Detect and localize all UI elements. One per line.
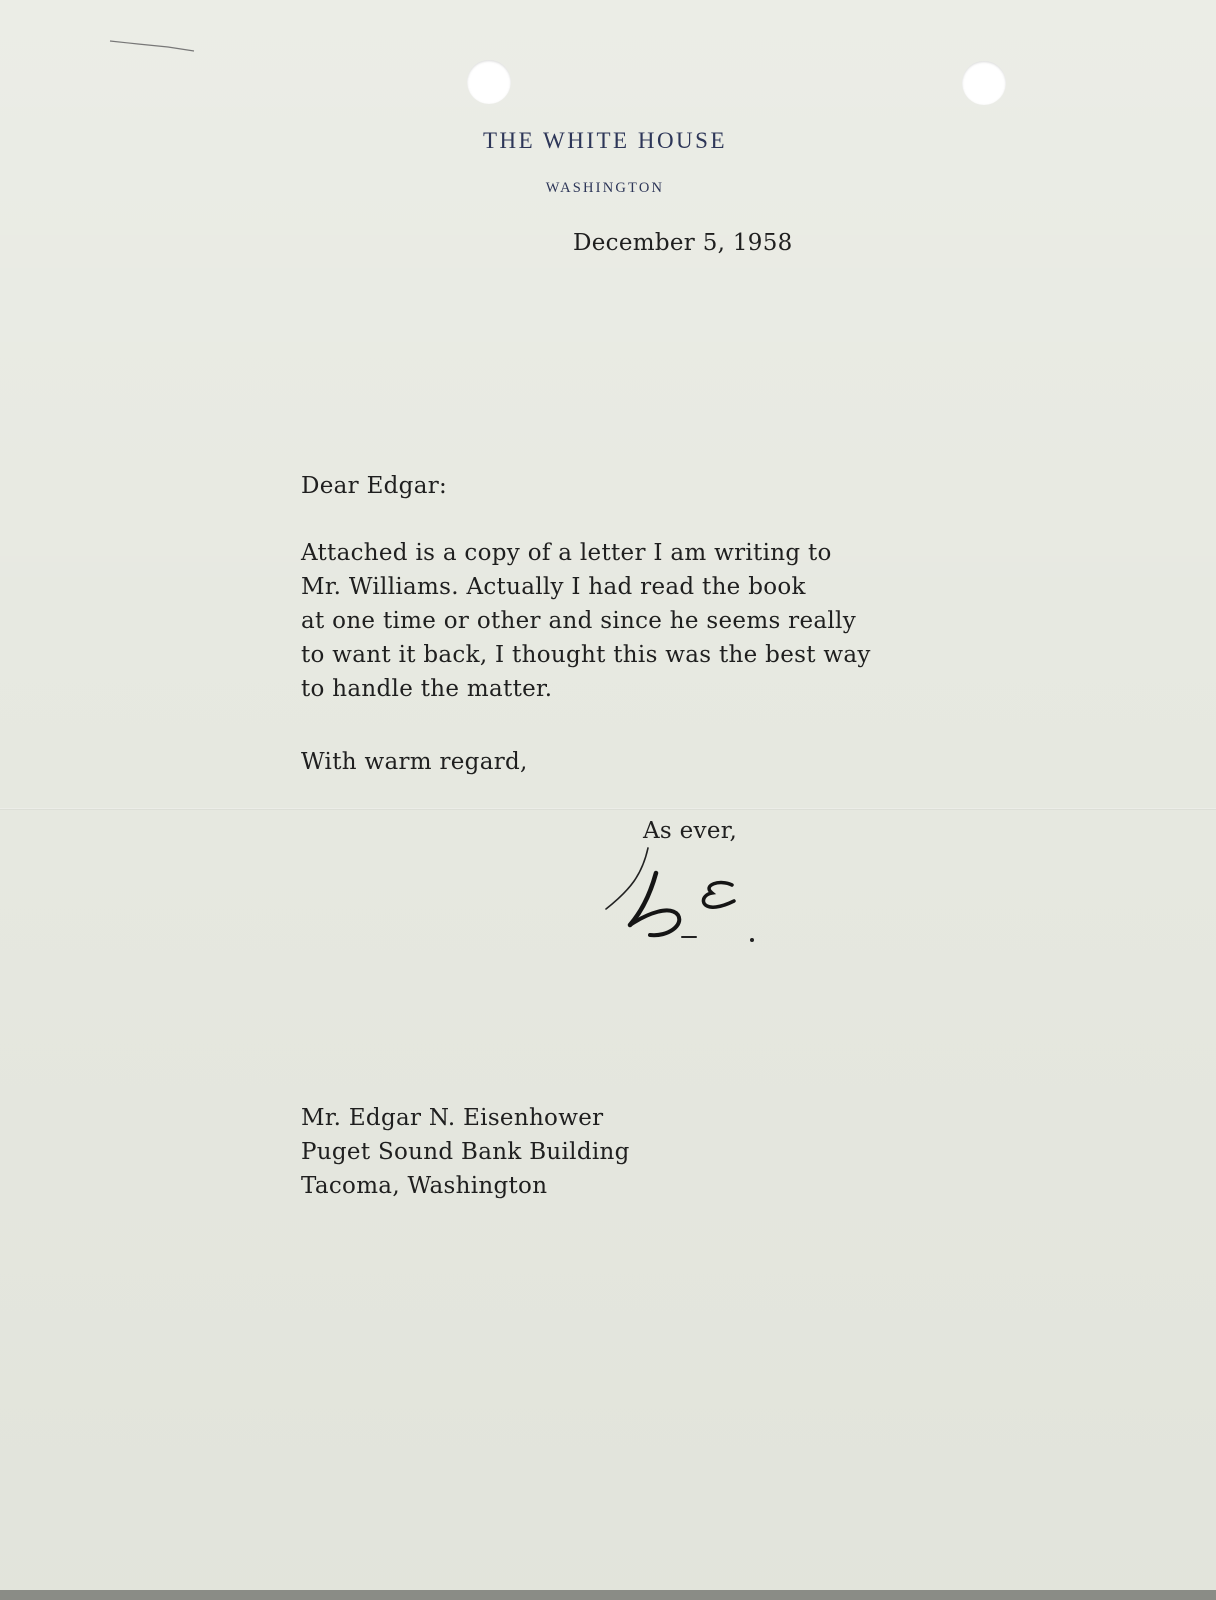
paper-bottom-edge — [0, 1590, 1216, 1600]
body-line: to want it back, I thought this was the best way — [301, 642, 871, 668]
closing-line: With warm regard, — [301, 749, 528, 775]
paper-fold-line — [0, 808, 1216, 810]
letterhead-subtitle: WASHINGTON — [545, 180, 665, 196]
recipient-address-line: Puget Sound Bank Building — [301, 1139, 630, 1165]
paper-scratch-mark — [108, 38, 198, 52]
body-line: Mr. Williams. Actually I had read the book — [301, 574, 806, 600]
complimentary-close: As ever, — [643, 818, 738, 844]
punch-hole-right — [962, 61, 1006, 105]
body-line: at one time or other and since he seems really — [301, 608, 856, 634]
body-line: Attached is a copy of a letter I am writing to — [301, 540, 832, 566]
recipient-address-line: Tacoma, Washington — [301, 1173, 548, 1199]
letter-date: December 5, 1958 — [573, 230, 793, 256]
punch-hole-left — [467, 60, 511, 104]
recipient-address-line: Mr. Edgar N. Eisenhower — [301, 1105, 604, 1131]
body-line: to handle the matter. — [301, 676, 553, 702]
salutation: Dear Edgar: — [301, 473, 448, 499]
handwritten-signature — [600, 845, 780, 960]
letterhead-title: THE WHITE HOUSE — [482, 128, 728, 153]
